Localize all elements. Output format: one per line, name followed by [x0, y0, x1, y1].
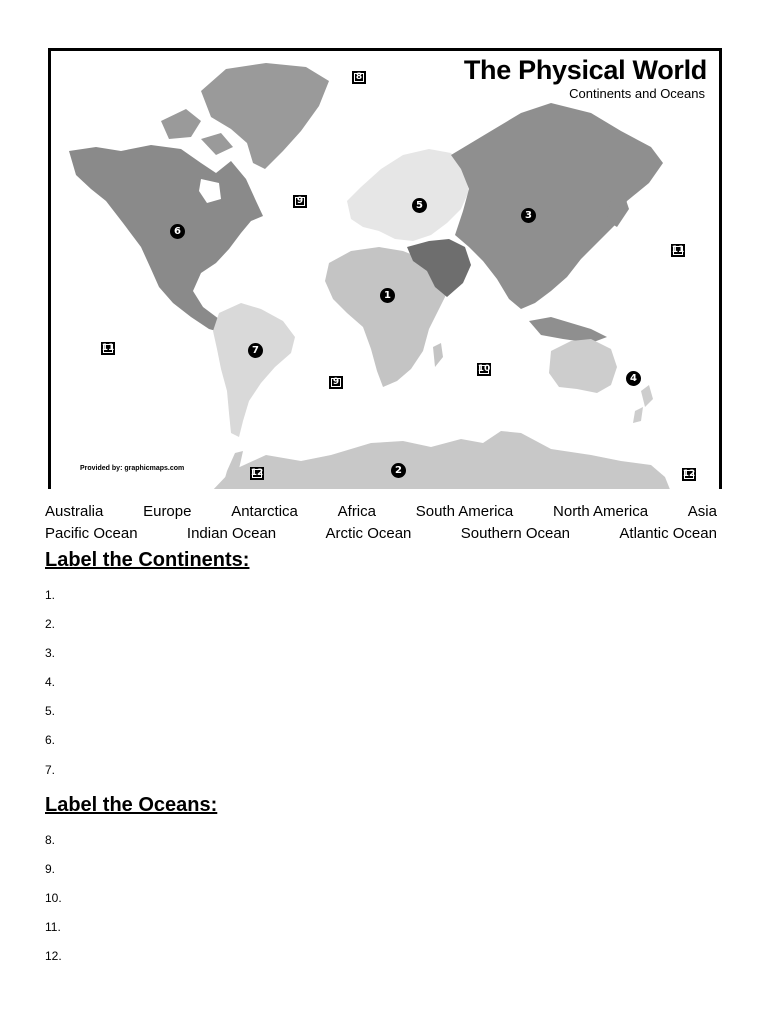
se-asia-islands-shape [529, 317, 607, 343]
answer-item: 1. [45, 588, 56, 602]
answer-item: 6. [45, 733, 56, 747]
antarctica-shape [211, 431, 671, 489]
answer-item: 3. [45, 646, 56, 660]
answer-item: 12. [45, 949, 62, 963]
australia-shape [549, 339, 617, 393]
word-bank-item: Atlantic Ocean [619, 525, 717, 542]
word-bank-item: Europe [143, 503, 192, 520]
ocean-marker-9-south: 9 [329, 376, 343, 389]
world-map-graphic [51, 51, 722, 489]
answer-item: 4. [45, 675, 56, 689]
continent-marker-3: 3 [521, 208, 536, 223]
continent-marker-1: 1 [380, 288, 395, 303]
word-bank-item: Antarctica [231, 503, 298, 520]
answer-item: 11. [45, 920, 61, 934]
map-subtitle: Continents and Oceans [569, 86, 705, 101]
word-bank-item: Indian Ocean [186, 525, 277, 542]
word-bank-item: Asia [687, 503, 717, 520]
north-america-shape [69, 145, 263, 333]
world-map [48, 48, 722, 489]
answer-item: 10. [45, 891, 62, 905]
answer-item: 7. [45, 763, 56, 777]
ocean-marker-11-east: 11 [671, 245, 685, 255]
word-bank-item: South America [415, 503, 514, 520]
word-bank-item: Southern Ocean [460, 525, 571, 542]
answer-item: 2. [45, 617, 56, 631]
continent-marker-2: 2 [391, 463, 406, 478]
madagascar-shape [433, 343, 443, 367]
map-title: The Physical World [463, 55, 707, 85]
word-bank-item: Australia [45, 503, 104, 520]
ocean-marker-12-east: 12 [682, 469, 696, 479]
ocean-marker-12-west: 12 [250, 468, 264, 478]
word-bank-item: Pacific Ocean [45, 525, 138, 542]
ocean-marker-9-north: 9 [293, 195, 307, 208]
new-zealand-shape [633, 385, 653, 423]
greenland-shape [201, 63, 329, 169]
continent-marker-4: 4 [626, 371, 641, 386]
ocean-marker-11-west: 11 [101, 343, 115, 353]
continent-marker-5: 5 [412, 198, 427, 213]
word-bank-item: Arctic Ocean [325, 525, 412, 542]
oceans-heading: Label the Oceans: [45, 794, 218, 816]
answer-item: 8. [45, 833, 56, 847]
ocean-marker-8: 8 [352, 71, 366, 84]
continents-heading: Label the Continents: [45, 549, 250, 571]
word-bank-item: Africa [337, 503, 376, 520]
ocean-marker-10: 10 [477, 364, 491, 374]
continent-marker-7: 7 [248, 343, 263, 358]
answer-item: 9. [45, 862, 56, 876]
word-bank-item: North America [553, 503, 649, 520]
continent-marker-6: 6 [170, 224, 185, 239]
europe-shape [347, 149, 469, 241]
answer-item: 5. [45, 704, 56, 718]
word-bank-continents [45, 503, 717, 520]
map-credit: Provided by: graphicmaps.com [80, 465, 185, 472]
south-america-shape [213, 303, 295, 437]
asia-shape [451, 103, 663, 309]
word-bank-oceans [45, 525, 717, 542]
